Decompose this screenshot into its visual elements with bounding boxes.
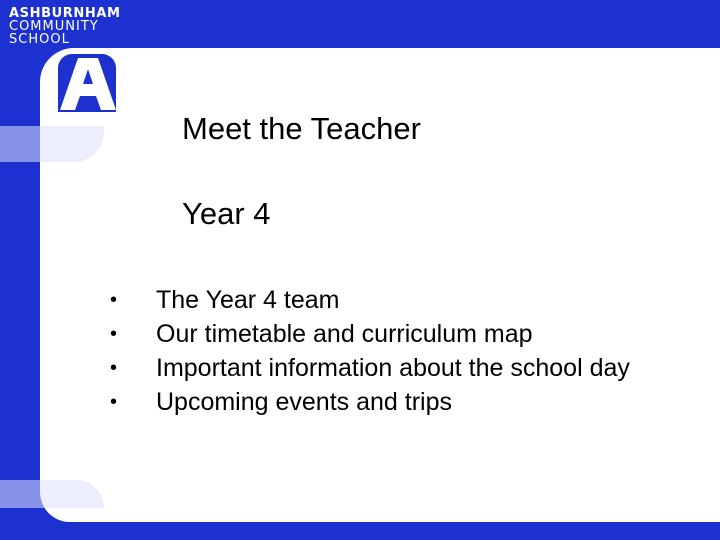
agenda-item-text: The Year 4 team	[156, 286, 340, 314]
bullet-marker: •	[110, 323, 118, 345]
logo-tab-decoration	[0, 126, 104, 162]
school-name-line-1: ASHBURNHAM	[9, 6, 121, 21]
bullet-marker: •	[110, 357, 118, 379]
slide-title: Meet the Teacher	[182, 111, 421, 146]
school-name-line-2: COMMUNITY	[9, 19, 99, 34]
school-name-line-3: SCHOOL	[9, 32, 70, 47]
agenda-item-text: Upcoming events and trips	[156, 388, 452, 416]
agenda-item-text: Our timetable and curriculum map	[156, 320, 533, 348]
slide-left-border	[0, 0, 40, 540]
school-name	[9, 7, 121, 46]
agenda-item-text: Important information about the school day	[156, 354, 630, 382]
bullet-marker: •	[110, 289, 118, 311]
bullet-marker: •	[110, 391, 118, 413]
slide-subtitle: Year 4	[182, 196, 271, 231]
school-logo-icon	[58, 54, 118, 112]
bottom-tab-decoration	[0, 480, 104, 508]
